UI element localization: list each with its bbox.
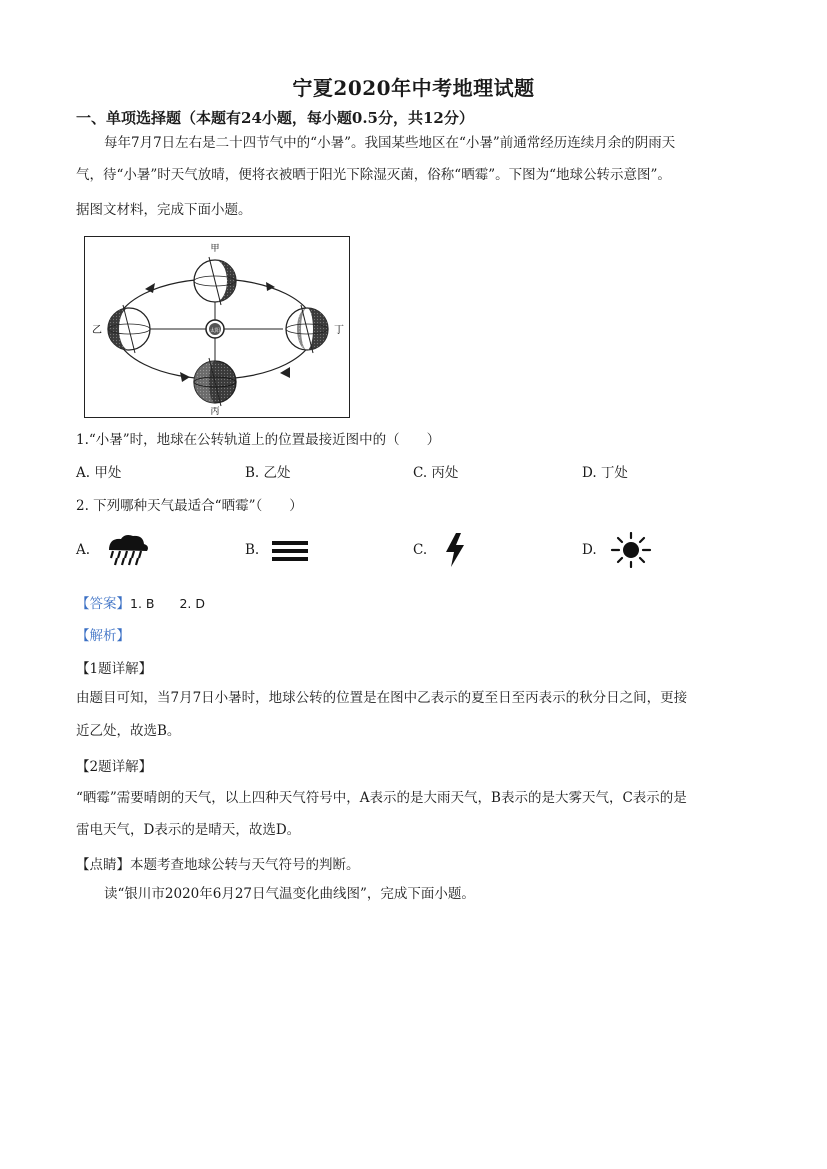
detail-2-line-1: “晒霉”需要晴朗的天气，以上四种天气符号中，A表示的是大雨天气，B表示的是大雾天气，C表示的是 xyxy=(76,790,687,806)
q2-option-d-label: D. xyxy=(582,542,597,558)
label-jia: 甲 xyxy=(210,244,220,254)
intro-line-3: 据图文材料，完成下面小题。 xyxy=(76,202,252,218)
intro-line-1: 每年7月7日左右是二十四节气中的“小暑”。我国某些地区在“小暑”前通常经历连续月余的阴雨天 xyxy=(104,135,676,151)
q2-option-a[interactable] xyxy=(76,542,90,558)
fog-icon xyxy=(272,539,310,565)
label-yi: 乙 xyxy=(92,325,102,336)
question-2: 2. 下列哪种天气最适合“晒霉”（ ） xyxy=(76,498,303,514)
earth-orbit-figure xyxy=(84,236,350,418)
earth-yi xyxy=(108,305,150,353)
point-note: 【点睛】本题考查地球公转与天气符号的判断。 xyxy=(76,857,360,873)
q1-option-c[interactable]: C. 丙处 xyxy=(413,465,459,481)
q2-option-a-label: A. xyxy=(76,542,91,558)
answer-value: 1. B 2. D xyxy=(130,596,206,611)
orbit-arrow-left xyxy=(145,283,155,293)
label-bing: 丙 xyxy=(210,407,220,417)
orbit-arrow-top xyxy=(266,282,275,291)
detail-2-label: 【2题详解】 xyxy=(76,759,153,775)
q1-option-d[interactable]: D. 丁处 xyxy=(582,465,628,481)
q2-option-c-label: C. xyxy=(413,542,428,558)
q1-option-b[interactable]: B. 乙处 xyxy=(245,465,291,481)
answer-line xyxy=(76,592,205,612)
thunder-icon xyxy=(442,532,468,568)
q2-option-b-label: B. xyxy=(245,542,260,558)
answer-label: 【答案】 xyxy=(76,596,130,612)
intro-line-2: 气，待“小暑”时天气放晴，便将衣被晒于阳光下除湿灭菌，俗称“晒霉”。下图为“地球公转示意图”。 xyxy=(76,167,671,183)
q2-option-c[interactable] xyxy=(413,542,427,558)
label-sun: 太阳 xyxy=(209,328,221,334)
detail-1-line-2: 近乙处，故选B。 xyxy=(76,723,181,739)
q1-option-a[interactable]: A. 甲处 xyxy=(76,465,122,481)
detail-2-line-2: 雷电天气，D表示的是晴天，故选D。 xyxy=(76,822,301,838)
label-ding: 丁 xyxy=(334,325,344,336)
orbit-arrow-right xyxy=(280,367,290,378)
sunny-icon xyxy=(609,532,653,568)
detail-1-label: 【1题详解】 xyxy=(76,661,153,677)
earth-orbit-diagram xyxy=(85,237,349,417)
page-title: 宁夏2020年中考地理试题 xyxy=(292,76,535,100)
heavy-rain-icon xyxy=(103,532,151,568)
section-heading: 一、单项选择题（本题有24小题，每小题0.5分，共12分） xyxy=(76,109,474,127)
earth-bing xyxy=(194,358,236,406)
orbit-arrow-bottom xyxy=(180,372,190,382)
detail-1-line-1: 由题目可知，当7月7日小暑时，地球公转的位置是在图中乙表示的夏至日至丙表示的秋分日之间，更接 xyxy=(76,690,688,706)
question-1: 1.“小暑”时，地球在公转轨道上的位置最接近图中的（ ） xyxy=(76,432,441,448)
earth-ding xyxy=(286,305,328,353)
q2-option-d[interactable] xyxy=(582,542,597,558)
analysis-label: 【解析】 xyxy=(76,628,130,644)
earth-jia xyxy=(194,257,236,305)
q2-option-b[interactable] xyxy=(245,542,259,558)
next-intro: 读“银川市2020年6月27日气温变化曲线图”，完成下面小题。 xyxy=(104,886,475,902)
